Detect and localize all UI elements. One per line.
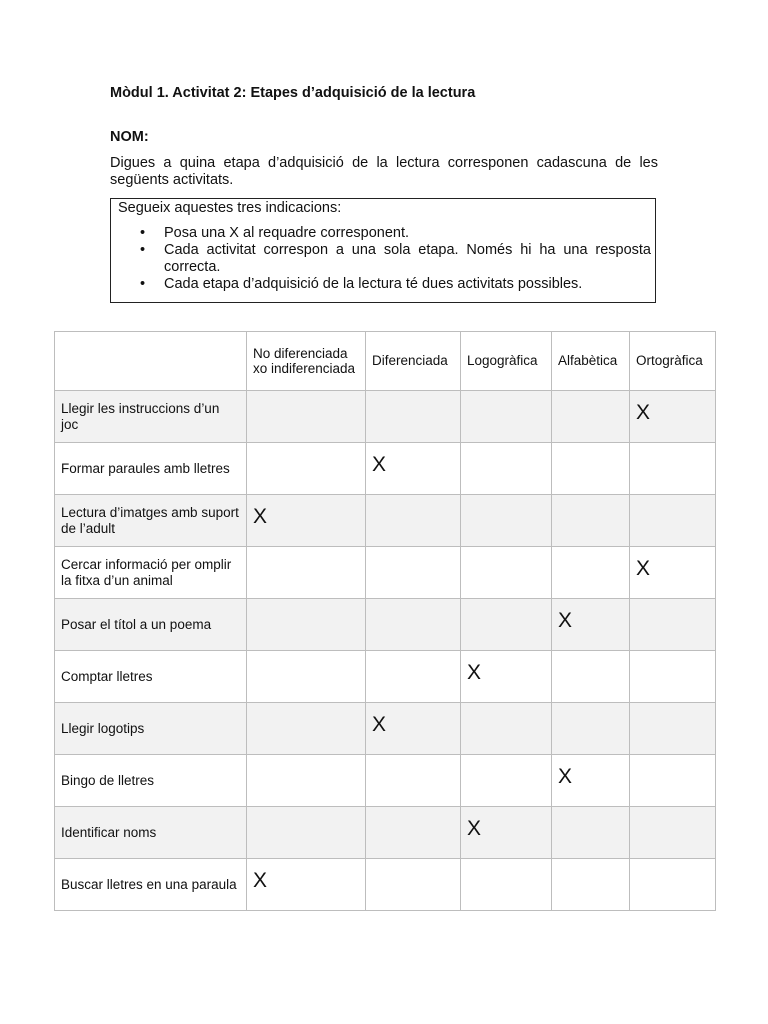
header-cell-diferenciada: Diferenciada (366, 332, 461, 391)
activity-cell: Posar el títol a un poema (55, 599, 247, 651)
table-row (55, 859, 716, 911)
instruction-item: • Cada etapa d’adquisició de la lectura té dues activitats possibles. (140, 276, 583, 292)
answer-cell[interactable] (552, 703, 630, 755)
answer-cell[interactable] (366, 391, 461, 443)
answer-cell[interactable] (552, 755, 630, 807)
activity-cell: Formar paraules amb lletres (55, 443, 247, 495)
answer-cell[interactable] (630, 599, 716, 651)
answer-cell[interactable] (552, 443, 630, 495)
instructions-list (111, 225, 651, 293)
name-label: NOM: (110, 129, 149, 145)
answer-mark: X (636, 556, 651, 580)
activity-cell: Cercar informació per omplir la fitxa d’un animal (55, 547, 247, 599)
answer-cell[interactable] (247, 495, 366, 547)
answer-cell[interactable] (366, 703, 461, 755)
answer-cell[interactable] (461, 755, 552, 807)
table-row (55, 807, 716, 859)
answer-cell[interactable] (247, 755, 366, 807)
answer-cell[interactable] (247, 703, 366, 755)
answer-cell[interactable] (630, 547, 716, 599)
answer-cell[interactable] (461, 859, 552, 911)
answer-cell[interactable] (630, 807, 716, 859)
answer-cell[interactable] (366, 495, 461, 547)
answer-cell[interactable] (552, 859, 630, 911)
header-cell-no-diferenciada: No diferenciada xo indiferenciada (247, 332, 366, 391)
answer-mark: X (467, 816, 482, 840)
intro-text: Digues a quina etapa d’adquisició de la lectura corresponen cadascuna de les següents activitats. (110, 155, 658, 188)
answer-cell[interactable] (461, 547, 552, 599)
answer-mark: X (558, 764, 573, 788)
answer-cell[interactable] (366, 443, 461, 495)
bullet-icon: • (140, 276, 146, 292)
answer-cell[interactable] (247, 391, 366, 443)
answer-cell[interactable] (552, 495, 630, 547)
page-title: Mòdul 1. Activitat 2: Etapes d’adquisició de la lectura (110, 85, 476, 101)
answer-cell[interactable] (247, 547, 366, 599)
instruction-item: • Cada activitat correspon a una sola etapa. Només hi ha una resposta correcta. (140, 242, 651, 275)
answer-cell[interactable] (247, 599, 366, 651)
answer-cell[interactable] (247, 443, 366, 495)
table-row (55, 547, 716, 599)
answer-mark: X (253, 504, 268, 528)
activity-cell: Comptar lletres (55, 651, 247, 703)
answer-cell[interactable] (461, 443, 552, 495)
answer-mark: X (372, 452, 387, 476)
answer-cell[interactable] (461, 703, 552, 755)
answer-cell[interactable] (461, 495, 552, 547)
answer-cell[interactable] (461, 391, 552, 443)
activity-cell: Llegir logotips (55, 703, 247, 755)
answer-cell[interactable] (366, 547, 461, 599)
answer-mark: X (558, 608, 573, 632)
answer-mark: X (467, 660, 482, 684)
activity-cell: Buscar lletres en una paraula (55, 859, 247, 911)
answer-cell[interactable] (366, 755, 461, 807)
answer-cell[interactable] (247, 859, 366, 911)
header-cell-ortografica: Ortogràfica (630, 332, 716, 391)
table-row (55, 443, 716, 495)
answer-cell[interactable] (552, 391, 630, 443)
answer-mark: X (253, 868, 268, 892)
activity-cell: Lectura d’imatges amb suport de l’adult (55, 495, 247, 547)
answer-cell[interactable] (461, 599, 552, 651)
answer-cell[interactable] (630, 651, 716, 703)
instruction-item: • Posa una X al requadre corresponent. (140, 225, 410, 241)
answer-cell[interactable] (552, 651, 630, 703)
header-cell-logografica: Logogràfica (461, 332, 552, 391)
answer-cell[interactable] (552, 599, 630, 651)
answer-mark: X (636, 400, 651, 424)
table-row (55, 703, 716, 755)
table-row (55, 755, 716, 807)
answer-cell[interactable] (630, 391, 716, 443)
header-cell-empty (55, 332, 247, 391)
instructions-box (110, 198, 656, 303)
activity-cell: Bingo de lletres (55, 755, 247, 807)
table-header-row (55, 332, 716, 391)
table-row (55, 599, 716, 651)
answer-cell[interactable] (366, 651, 461, 703)
answer-cell[interactable] (461, 807, 552, 859)
answer-mark: X (372, 712, 387, 736)
answer-cell[interactable] (630, 703, 716, 755)
bullet-icon: • (140, 225, 146, 241)
answer-cell[interactable] (630, 495, 716, 547)
answer-cell[interactable] (366, 859, 461, 911)
answer-cell[interactable] (552, 807, 630, 859)
answer-cell[interactable] (247, 651, 366, 703)
answer-cell[interactable] (366, 807, 461, 859)
answer-cell[interactable] (461, 651, 552, 703)
instructions-heading: Segueix aquestes tres indicacions: (118, 200, 342, 216)
table-row (55, 651, 716, 703)
answer-cell[interactable] (366, 599, 461, 651)
activity-cell: Identificar noms (55, 807, 247, 859)
header-cell-alfabetica: Alfabètica (552, 332, 630, 391)
bullet-icon: • (140, 242, 146, 258)
answer-cell[interactable] (630, 443, 716, 495)
stages-table (54, 331, 716, 911)
answer-cell[interactable] (630, 755, 716, 807)
activity-cell: Llegir les instruccions d’un joc (55, 391, 247, 443)
answer-cell[interactable] (247, 807, 366, 859)
answer-cell[interactable] (552, 547, 630, 599)
table-row (55, 391, 716, 443)
answer-cell[interactable] (630, 859, 716, 911)
table-row (55, 495, 716, 547)
